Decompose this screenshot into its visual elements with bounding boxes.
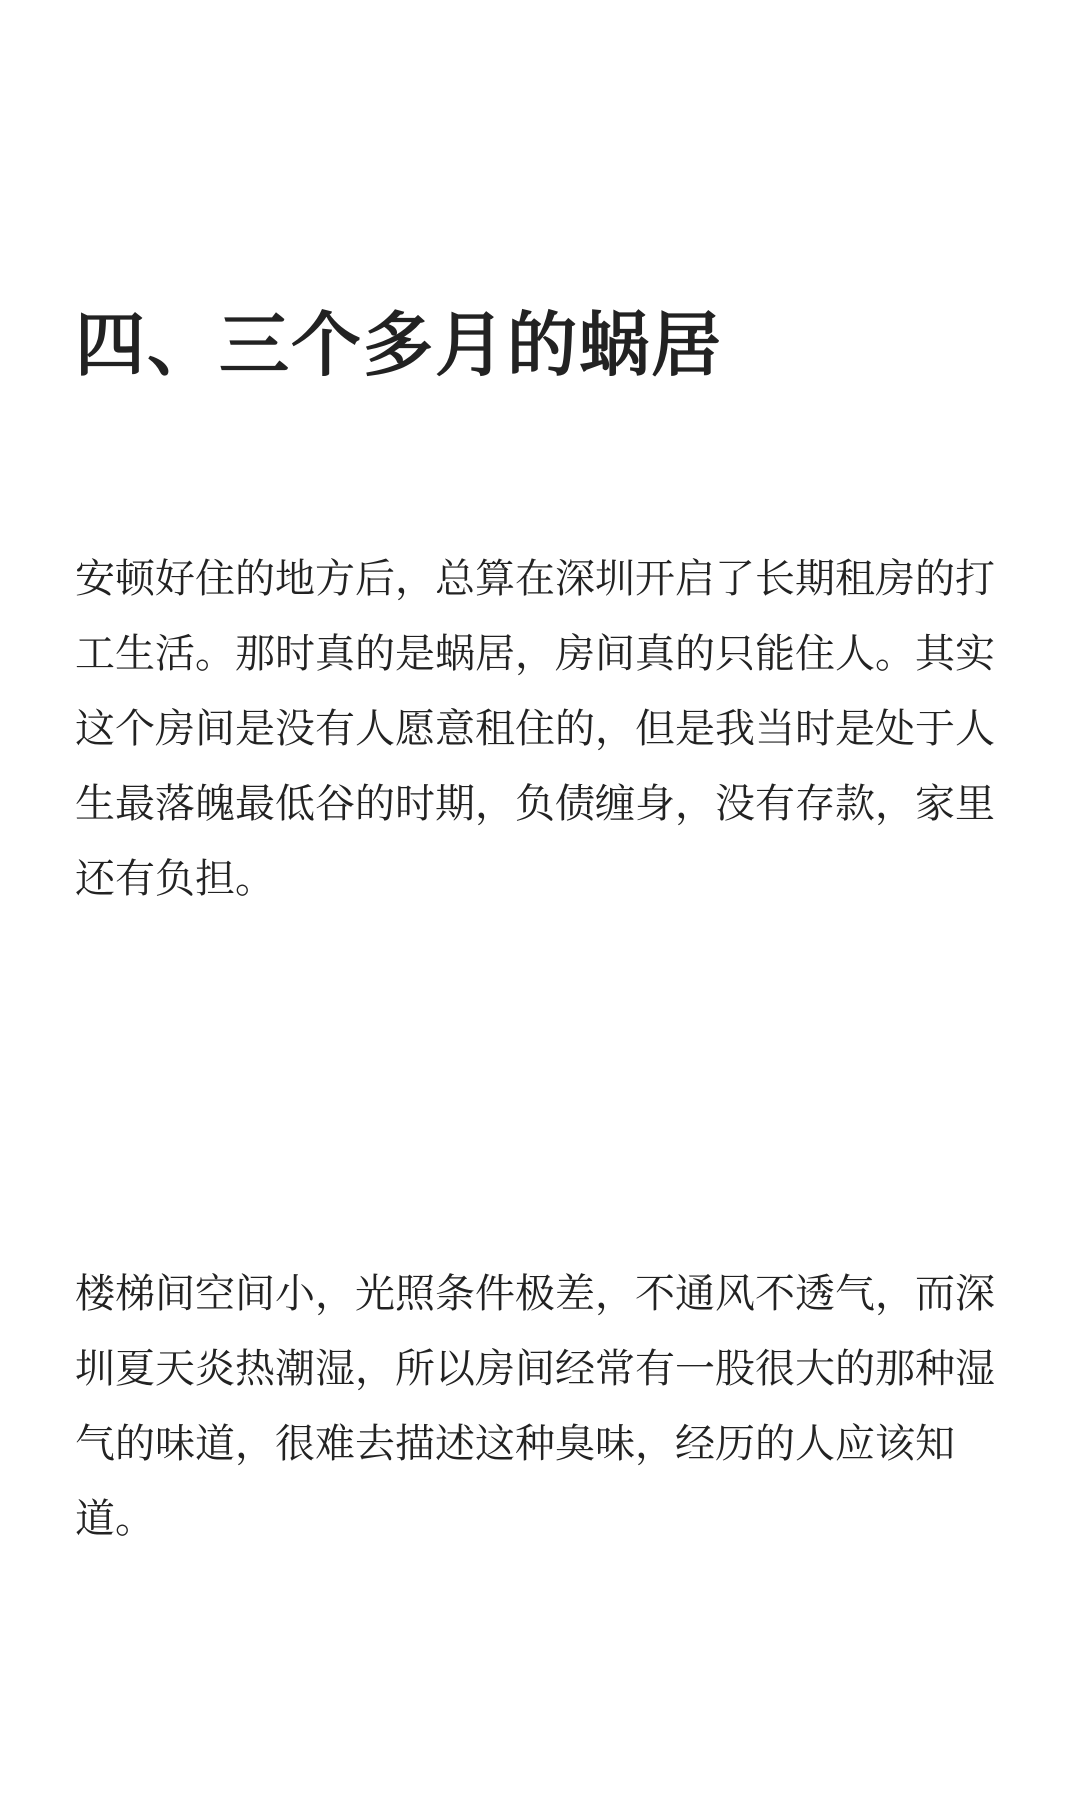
paragraph-stairwell-room: 楼梯间空间小，光照条件极差，不通风不透气，而深圳夏天炎热潮湿，所以房间经常有一股很大的那种湿气的味道，很难去描述这种臭味，经历的人应该知道。 [75, 1271, 995, 1542]
section-heading: 四、三个多月的蜗居 [75, 303, 723, 386]
paragraph-rental-life: 安顿好住的地方后，总算在深圳开启了长期租房的打工生活。那时真的是蜗居，房间真的只能住人。其实这个房间是没有人愿意租住的，但是我当时是处于人生最落魄最低谷的时期，负债缠身，没有存款，家里还有负担。 [75, 556, 995, 902]
